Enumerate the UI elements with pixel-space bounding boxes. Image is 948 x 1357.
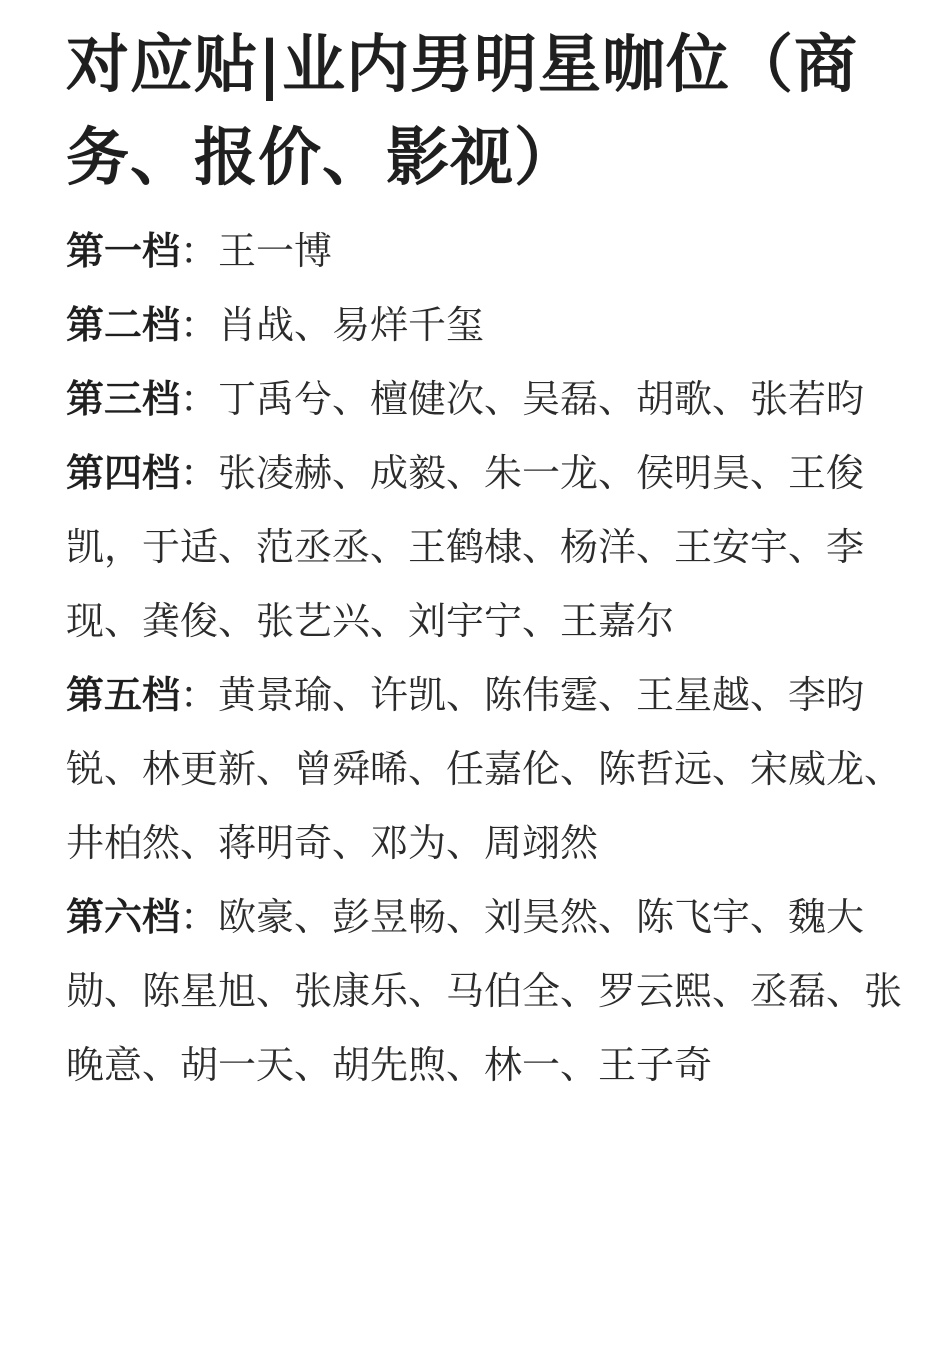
tier-names: 丁禹兮、檀健次、吴磊、胡歌、张若昀 bbox=[218, 377, 865, 421]
tier-item bbox=[66, 288, 916, 362]
tier-colon: ： bbox=[180, 451, 219, 495]
tier-colon: ： bbox=[180, 377, 219, 421]
tier-label: 第六档 bbox=[66, 895, 181, 939]
tier-label: 第四档 bbox=[66, 451, 181, 495]
tier-names: 黄景瑜、许凯、陈伟霆、王星越、李昀锐、林更新、曾舜晞、任嘉伦、陈哲远、宋威龙、井柏然、蒋明奇、邓为、周翊然 bbox=[66, 673, 903, 865]
tier-colon: ： bbox=[180, 673, 219, 717]
tier-item bbox=[66, 362, 916, 436]
tier-colon: ： bbox=[180, 895, 219, 939]
tier-item bbox=[66, 436, 916, 658]
tier-names: 王一博 bbox=[218, 229, 333, 273]
tier-list bbox=[66, 214, 916, 1102]
tier-item bbox=[66, 214, 916, 288]
tier-colon: ： bbox=[180, 303, 219, 347]
tier-label: 第三档 bbox=[66, 377, 181, 421]
tier-label: 第五档 bbox=[66, 673, 181, 717]
tier-item bbox=[66, 658, 916, 880]
tier-item bbox=[66, 880, 916, 1102]
tier-names: 张凌赫、成毅、朱一龙、侯明昊、王俊凯，于适、范丞丞、王鹤棣、杨洋、王安宇、李现、龚俊、张艺兴、刘宇宁、王嘉尔 bbox=[66, 451, 865, 643]
post-title: 对应贴|业内男明星咖位（商务、报价、影视） bbox=[66, 28, 859, 194]
tier-names: 欧豪、彭昱畅、刘昊然、陈飞宇、魏大勋、陈星旭、张康乐、马伯全、罗云熙、丞磊、张晚意、胡一天、胡先煦、林一、王子奇 bbox=[66, 895, 903, 1087]
article bbox=[66, 18, 916, 1102]
tier-label: 第二档 bbox=[66, 303, 181, 347]
tier-colon: ： bbox=[180, 229, 219, 273]
tier-names: 肖战、易烊千玺 bbox=[218, 303, 485, 347]
tier-label: 第一档 bbox=[66, 229, 181, 273]
